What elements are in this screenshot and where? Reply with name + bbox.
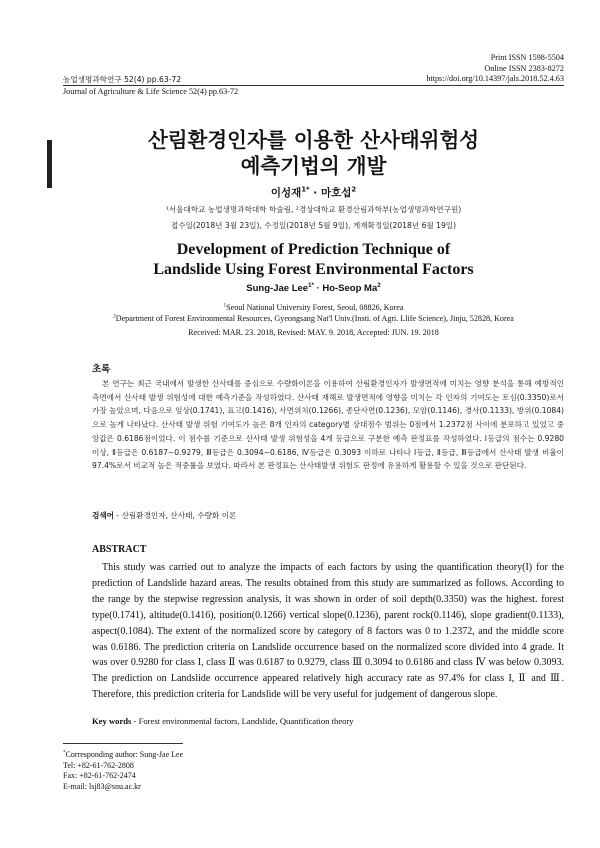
issn-block bbox=[426, 53, 564, 85]
title-en-line1: Development of Prediction Technique of bbox=[176, 241, 451, 258]
header-rule bbox=[63, 85, 564, 86]
keywords-ko: 검색어 - 산림환경인자, 산사태, 수량화 이론 bbox=[92, 511, 237, 520]
dates-ko: 접수일(2018년 3월 23일), 수정일(2018년 5월 9일), 게재확정일(2018년 6월 19일) bbox=[170, 221, 457, 230]
affiliation-ko: ¹서울대학교 농업생명과학대학 학술림, ²경상대학교 환경산림과학부(농업생명과학연구원) bbox=[165, 205, 462, 214]
title-en bbox=[63, 240, 564, 280]
abstract-en-heading: ABSTRACT bbox=[92, 544, 147, 555]
dates-en: Received: MAR. 23. 2018, Revised: MAY. 9. 2018, Accepted: JUN. 19. 2018 bbox=[188, 328, 439, 337]
affiliation-en-line1: $^1$Seoul National University Forest, Seoul, 08826, Korea bbox=[223, 302, 404, 312]
author-2-ko-sup: 2 bbox=[351, 185, 357, 194]
affiliation-en bbox=[63, 302, 564, 324]
abstract-ko-body: 본 연구는 최근 국내에서 발생한 산사태를 중심으로 수량화이론을 이용하여 산림환경인자가 발생면적에 미치는 영향 분석을 통해 예방적인 측면에서 산사태 발생 위험성에 대한 예측기준을 작성하였다. 산사태 재해로 발생면적에 영향을 미치는 각 인자의 기여도는 토심(0.3350)로서 가장 높았으며, 다음으로 임상(0.1741), 표고(0.1416), 사면위치(0.1266), 종단사면(0.1236), 모암(0.1146), 경사(0.1133), 방위(0.1084)으로 높게 나타났다. 산사태 발생 위험 기여도가 높은 8개 인자의 category별 상대점수 범위는 0점에서 1.2372점 사이에 분포하고 있었고 중앙값은 0.6186점이었다. 이 점수를 기준으로 산사태 발생 위험성을 4개 등급으로 구분한 예측 판정표를 작성하였다. Ⅰ등급의 점수는 0.9280 이상, Ⅱ등급은 0.6187∼0.9279, Ⅲ등급은 0.3094∼0.6186, Ⅳ등급은 0.3093 이하로 나타나 Ⅰ등급, Ⅱ등급, Ⅲ등급에서 산사태 발생 비율이 97.4%로서 비교적 높은 적중률을 보였다. 따라서 본 판정표는 산사태발생 위험도 판정에 유용하게 활용할 수 있을 것으로 판단된다. bbox=[92, 379, 565, 471]
authors-ko bbox=[63, 185, 564, 200]
author-1-en: Sung-Jae Lee bbox=[246, 283, 309, 294]
title-ko-line2: 예측기법의 개발 bbox=[240, 154, 387, 178]
keywords-en: Key words - Forest environmental factors, Landslide, Quantification theory bbox=[92, 716, 354, 726]
abstract-ko-heading: 초록 bbox=[92, 364, 111, 375]
title-ko bbox=[63, 127, 564, 179]
title-ko-line1: 산림환경인자를 이용한 산사태위험성 bbox=[147, 128, 480, 152]
corresponding-author: *Corresponding author: Sung-Jae Lee bbox=[63, 749, 184, 759]
doi-link[interactable]: https://doi.org/10.14397/jals.2018.52.4.63 bbox=[426, 74, 564, 84]
keywords-en-text: Forest environmental factors, Landslide, Quantification theory bbox=[138, 716, 354, 726]
keywords-en-label: Key words bbox=[92, 716, 132, 726]
footnote-tel: Tel: +82-61-762-2808 bbox=[63, 760, 134, 770]
footnote-rule bbox=[63, 743, 183, 744]
print-issn: Print ISSN 1598-5504 bbox=[490, 53, 564, 62]
author-1-en-sup: 1* bbox=[308, 281, 314, 289]
keywords-ko-label: 검색어 bbox=[92, 511, 115, 520]
online-issn: Online ISSN 2383-8272 bbox=[484, 63, 564, 73]
journal-citation-ko: 농업생명과학연구 52(4) pp.63-72 bbox=[63, 75, 182, 84]
title-sidebar-bar bbox=[47, 140, 52, 188]
author-sep-en: · bbox=[313, 283, 323, 294]
journal-citation-en: Journal of Agriculture & Life Science 52(4) pp.63-72 bbox=[63, 87, 239, 96]
author-sep-ko: · bbox=[309, 187, 321, 199]
author-2-ko: 마호섭 bbox=[320, 187, 352, 199]
author-2-en: Ho-Seop Ma bbox=[322, 283, 378, 294]
author-2-en-sup: 2 bbox=[377, 281, 381, 289]
footnote-fax: Fax: +82-61-762-2474 bbox=[63, 771, 136, 780]
keywords-ko-text: 산림환경인자, 산사태, 수량화 이론 bbox=[121, 511, 237, 520]
authors-en bbox=[63, 283, 564, 294]
abstract-en-body: This study was carried out to analyze the impacts of each factors by using the quantification theory(I) for the prediction of Landslide hazard areas. The results obtained from this study are summarized as follows. According to the range by the stepwise regression analysis, it was shown in order of soil depth(0.3350) was the highest. forest type(0.1741), altitude(0.1416), position(0.1266) vertical slope(0.1236), parent rock(0.1146), slope gradient(0.1133), aspect(0.1084). The extent of the normalized score by category of 8 factors was 0 to 1.2372, and the middle score was 0.6186. The prediction criteria on Landslide occurrence based on the normalized score divided into 4 grade. It was over 0.9280 for class I, class Ⅱ was 0.6187 to 0.9279, class Ⅲ 0.3094 to 0.6186 and class Ⅳ was below 0.3093. The prediction on Landslide occurrence appeared relatively high accuracy rate as 97.4% for class I, Ⅱ and Ⅲ. Therefore, this prediction criteria for Landslide will be very useful for judgement of dangerous slope. bbox=[92, 562, 564, 701]
author-1-ko-sup: 1* bbox=[301, 185, 310, 194]
affiliation-en-line2: $^2$Department of Forest Environmental Resources, Gyeongsang Nat'l Univ.(Insti. of Agri. Llife Science), Jinju, 52828, Korea bbox=[113, 313, 514, 323]
footnote-email[interactable]: E-mail: lsj83@snu.ac.kr bbox=[63, 781, 141, 791]
footnote bbox=[63, 750, 183, 792]
author-1-ko: 이성재 bbox=[270, 187, 302, 199]
title-en-line2: Landslide Using Forest Environmental Factors bbox=[153, 261, 474, 278]
